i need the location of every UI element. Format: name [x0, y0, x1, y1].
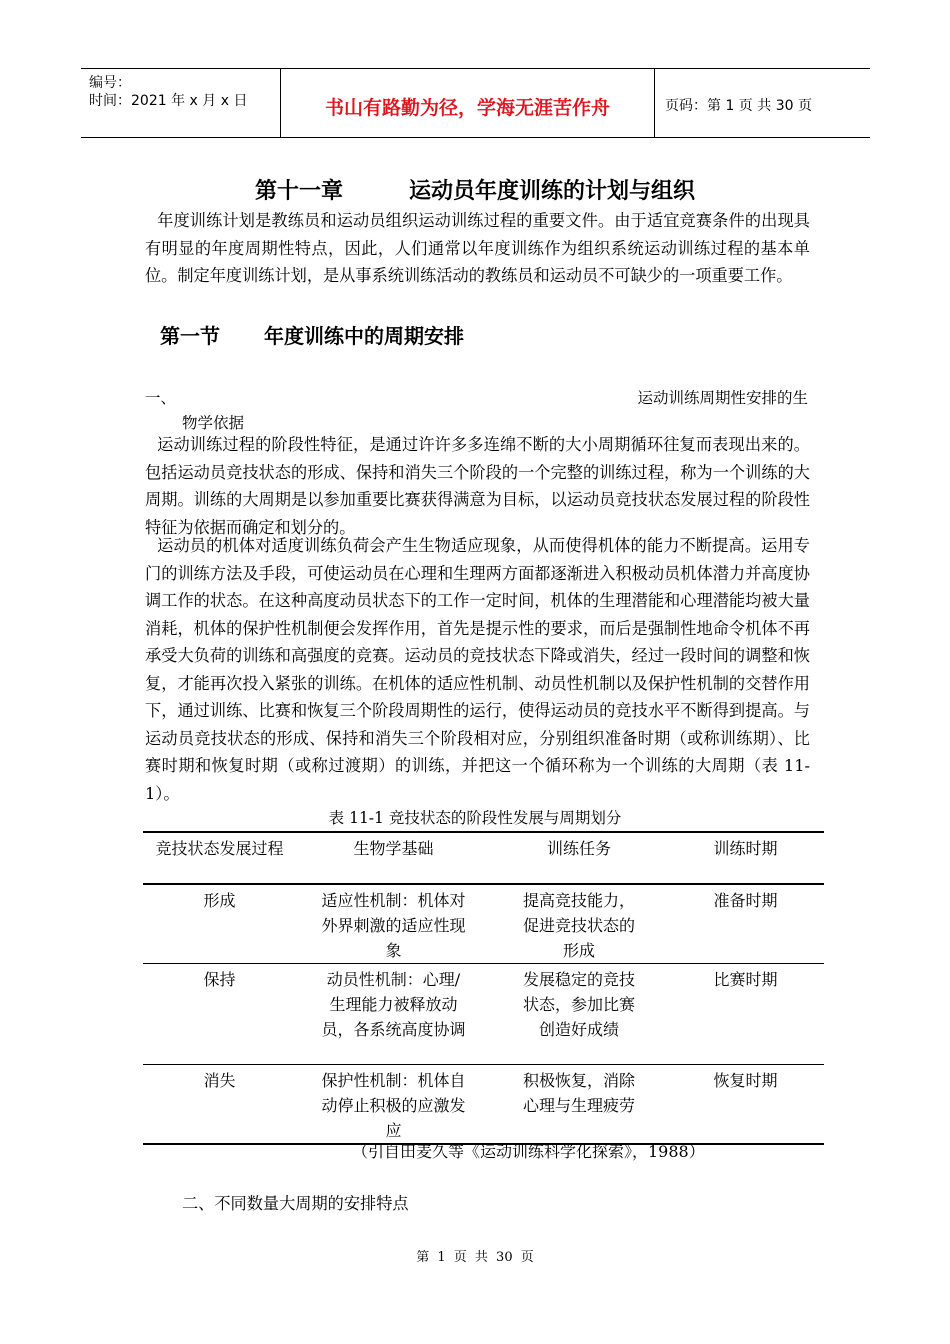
table-cell: 准备时期 [667, 884, 824, 964]
chapter-title [0, 174, 950, 205]
chapter-number: 第十一章 [254, 179, 343, 204]
table-cell: 发展稳定的竞技状态，参加比赛创造好成绩 [491, 964, 667, 1065]
subsection-number: 一、 [145, 389, 177, 407]
intro-paragraph: 年度训练计划是教练员和运动员组织运动训练过程的重要文件。由于适宜竞赛条件的出现具有明显的年度周期性特点，因此，人们通常以年度训练作为组织系统运动训练过程的基本单位。制定年度训练计划，是从事系统训练活动的教练员和运动员不可缺少的一项重要工作。 [145, 211, 810, 285]
table-cell: 保持 [143, 964, 296, 1065]
table-cell: 提高竞技能力，促进竞技状态的形成 [491, 884, 667, 964]
section-name: 年度训练中的周期安排 [264, 324, 464, 348]
section-number: 第一节 [160, 324, 220, 348]
table-cell: 恢复时期 [667, 1065, 824, 1145]
table-row [143, 884, 824, 964]
page-header [81, 68, 870, 138]
chapter-name: 运动员年度训练的计划与组织 [409, 179, 696, 204]
header-motto: 书山有路勤为径，学海无涯苦作舟 [324, 97, 610, 119]
subsection-title: 运动训练周期性安排的生 [637, 389, 808, 407]
table-cell: 形成 [143, 884, 296, 964]
table-cell: 积极恢复，消除心理与生理疲劳 [491, 1065, 667, 1145]
table-row [143, 1065, 824, 1145]
header-number: 编号： [89, 75, 131, 91]
table-source: （引自田麦久等《运动训练科学化探索》，1988） [352, 1142, 705, 1161]
table-cell: 消失 [143, 1065, 296, 1145]
table-header-cell: 训练任务 [491, 832, 667, 884]
section-title [160, 320, 464, 349]
table-cell: 动员性机制：心理/生理能力被释放动员，各系统高度协调 [296, 964, 491, 1065]
body-paragraph: 运动员的机体对适度训练负荷会产生生物适应现象，从而使得机体的能力不断提高。运用专门的训练方法及手段，可使运动员在心理和生理两方面都逐渐进入积极动员机体潜力并高度协调工作的状态。在这种高度动员状态下的工作一定时间，机体的生理潜能和心理潜能均被大量消耗，机体的保护性机制便会发挥作用，首先是提示性的要求，而后是强制性地命令机体不再承受大负荷的训练和高强度的竞赛。运动员的竞技状态下降或消失，经过一段时间的调整和恢复，才能再次投入紧张的训练。在机体的适应性机制、动员性机制以及保护性机制的交替作用下，通过训练、比赛和恢复三个阶段周期性的运行，使得运动员的竞技水平不断得到提高。与运动员竞技状态的形成、保持和消失三个阶段相对应，分别组织准备时期（或称训练期）、比赛时期和恢复时期（或称过渡期）的训练，并把这一个循环称为一个训练的大周期（表 11-1）。 [145, 536, 810, 803]
header-page-number: 页码：第 1 页 共 30 页 [665, 98, 812, 114]
table-header-cell: 竞技状态发展过程 [143, 832, 296, 884]
header-meta [89, 74, 247, 110]
table-cell: 保护性机制：机体自动停止积极的应激发应 [296, 1065, 491, 1145]
stage-table [143, 831, 824, 1145]
table-header-cell: 训练时期 [667, 832, 824, 884]
table-caption: 表 11-1 竞技状态的阶段性发展与周期划分 [328, 809, 622, 827]
page-footer: 第 1 页 共 30 页 [416, 1250, 534, 1265]
subsection-title-continued: 物学依据 [182, 414, 245, 432]
table-cell: 比赛时期 [667, 964, 824, 1065]
table-cell: 适应性机制：机体对外界刺激的适应性现象 [296, 884, 491, 964]
header-divider [654, 69, 655, 137]
table-header-cell: 生物学基础 [296, 832, 491, 884]
table-row [143, 964, 824, 1065]
header-time: 时间：2021 年 x 月 x 日 [89, 93, 248, 109]
table-header-row [143, 832, 824, 884]
body-paragraph: 运动训练过程的阶段性特征，是通过许许多多连绵不断的大小周期循环往复而表现出来的。包括运动员竞技状态的形成、保持和消失三个阶段的一个完整的训练过程，称为一个训练的大周期。训练的大周期是以参加重要比赛获得满意为目标，以运动员竞技状态发展过程的阶段性特征为依据而确定和划分的。 [145, 435, 810, 537]
subsection-title: 二、不同数量大周期的安排特点 [182, 1194, 409, 1213]
